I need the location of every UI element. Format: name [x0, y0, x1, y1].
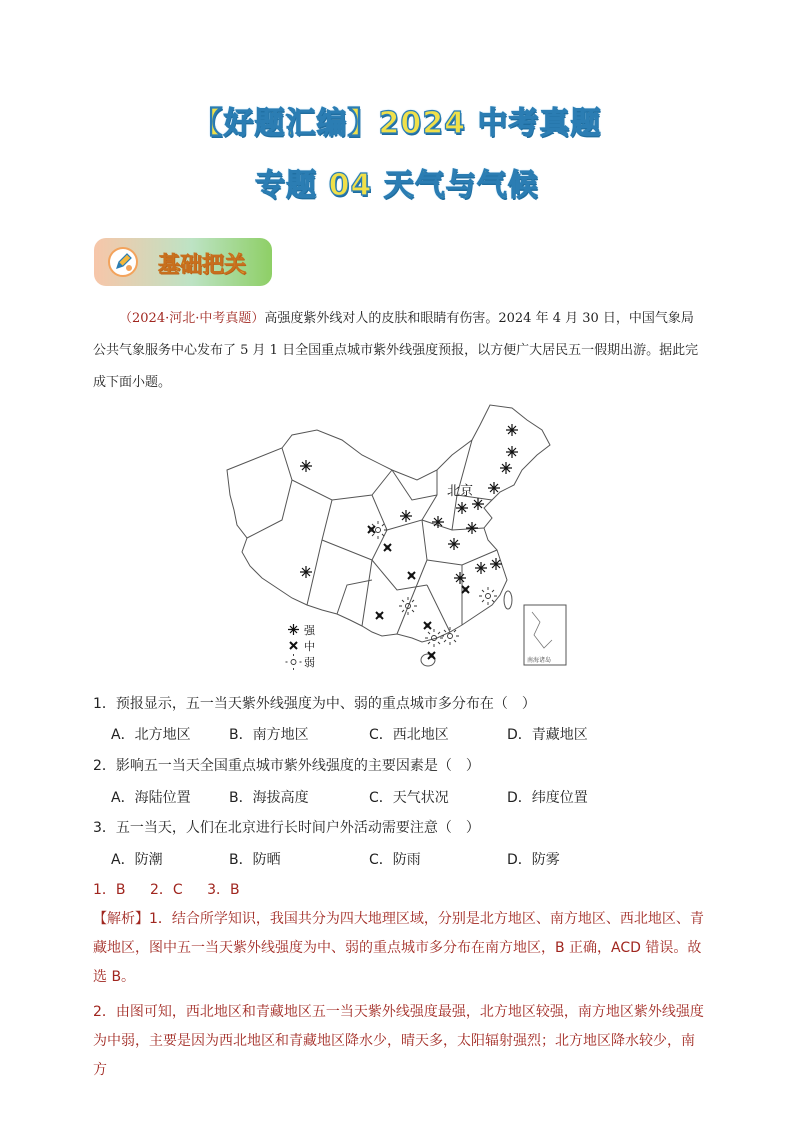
- china-uv-map: [222, 400, 577, 678]
- strong-uv-symbol: [488, 482, 500, 494]
- beijing-label: 北京: [447, 484, 474, 499]
- medium-uv-symbol: [428, 652, 435, 659]
- question-1: 1．预报显示，五一当天紫外线强度为中、弱的重点城市多分布在（ ）: [93, 696, 536, 712]
- weak-uv-symbol: [425, 629, 443, 647]
- strong-uv-symbol: [456, 502, 468, 514]
- answer-3: 3．B: [207, 882, 240, 898]
- answer-2: 2．C: [149, 882, 183, 898]
- weak-uv-symbol: [441, 627, 459, 645]
- strong-uv-symbol: [475, 562, 487, 574]
- option-c: C．防雨: [369, 852, 421, 868]
- option-d: D．纬度位置: [507, 790, 588, 806]
- medium-uv-symbol: [368, 526, 375, 533]
- option-b: B．海拔高度: [229, 790, 309, 806]
- inset-label: 南海诸岛: [527, 657, 552, 664]
- south-sea-inset: [524, 605, 566, 665]
- option-b: B．南方地区: [229, 727, 309, 743]
- answer-key: [93, 879, 260, 899]
- option-c: C．天气状况: [369, 790, 449, 806]
- option-a: A．北方地区: [111, 727, 191, 743]
- map-legend: [286, 624, 317, 670]
- strong-uv-symbol: [300, 460, 312, 472]
- option-d: D．青藏地区: [507, 727, 588, 743]
- option-a: A．海陆位置: [111, 790, 191, 806]
- medium-uv-symbol: [384, 544, 391, 551]
- strong-uv-symbol: [400, 510, 412, 522]
- option-a: A．防潮: [111, 852, 163, 868]
- option-b: B．防晒: [229, 852, 281, 868]
- strong-uv-symbol: [466, 522, 478, 534]
- strong-uv-symbol: [500, 462, 512, 474]
- question-3: 3．五一当天，人们在北京进行长时间户外活动需要注意（ ）: [93, 820, 480, 836]
- explanation-2: 2．由图可知，西北地区和青藏地区五一当天紫外线强度最强，北方地区较强，南方地区紫外线强度为中弱，主要是因为西北地区和青藏地区降水少，晴天多，太阳辐射强烈；北方地区降水较少，南方: [93, 1004, 704, 1078]
- strong-uv-symbol: [300, 566, 312, 578]
- medium-uv-symbol: [462, 586, 469, 593]
- strong-uv-symbol: [454, 572, 466, 584]
- strong-uv-symbol: [448, 538, 460, 550]
- section-badge: [94, 238, 272, 286]
- strong-uv-symbol: [506, 424, 518, 436]
- page-title: 【好题汇编】2024 中考真题: [192, 106, 602, 141]
- section-label: 基础把关: [158, 253, 247, 278]
- medium-uv-symbol: [408, 572, 415, 579]
- medium-uv-symbol: [424, 622, 431, 629]
- legend-strong: 强: [304, 624, 315, 637]
- source-tag: （2024·河北·中考真题）: [119, 311, 265, 326]
- intro-paragraph: [93, 303, 705, 399]
- answer-1: 1．B: [93, 882, 126, 898]
- strong-uv-symbol: [472, 498, 484, 510]
- option-c: C．西北地区: [369, 727, 449, 743]
- map-figure: [222, 400, 577, 678]
- intro-text: 高强度紫外线对人的皮肤和眼睛有伤害。2024 年 4 月 30 日，中国气象局公共气象服务中心发布了 5 月 1 日全国重点城市紫外线强度预报，以方便广大居民五一假期出游。据此完成下面小题。: [93, 311, 699, 390]
- legend-medium: 中: [304, 640, 315, 653]
- pencil-icon: [108, 247, 138, 277]
- page-subtitle: 专题 04 天气与气候: [255, 168, 539, 203]
- strong-uv-symbol: [506, 446, 518, 458]
- option-d: D．防雾: [507, 852, 560, 868]
- explanation-1: 【解析】1．结合所学知识，我国共分为四大地理区域，分别是北方地区、南方地区、西北地区、青藏地区，图中五一当天紫外线强度为中、弱的重点城市多分布在南方地区，B 正确，ACD 错误。故选 B。: [93, 911, 704, 985]
- legend-weak: 弱: [304, 656, 315, 669]
- question-2: 2．影响五一当天全国重点城市紫外线强度的主要因素是（ ）: [93, 758, 480, 774]
- strong-uv-symbol: [432, 516, 444, 528]
- medium-uv-symbol: [376, 612, 383, 619]
